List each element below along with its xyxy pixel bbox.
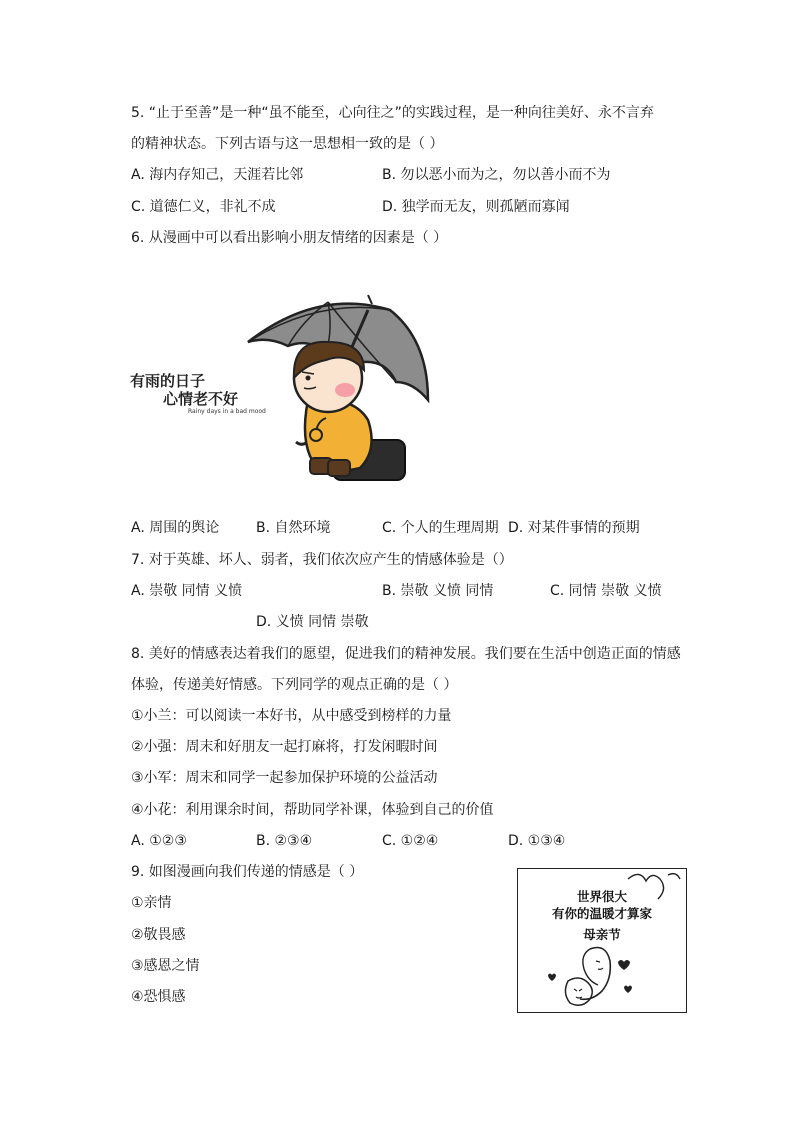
q6-option-a: A. 周围的舆论 bbox=[131, 520, 220, 536]
card-line2: 有你的温暖才算家 bbox=[551, 906, 652, 921]
card-line3: 母亲节 bbox=[583, 927, 621, 942]
mothers-day-cartoon bbox=[517, 868, 687, 1013]
q8-statement-1: ①小兰：可以阅读一本好书，从中感受到榜样的力量 bbox=[131, 708, 452, 724]
q5-option-b: B. 勿以恶小而为之，勿以善小而不为 bbox=[382, 167, 611, 183]
q8-option-d: D. ①③④ bbox=[508, 833, 566, 849]
cartoon-caption-english: Rainy days in a bad mood bbox=[188, 408, 266, 415]
q7-option-b: B. 崇敬 义愤 同情 bbox=[382, 583, 494, 599]
card-line1: 世界很大 bbox=[576, 889, 627, 904]
cartoon-caption-line2: 心情老不好 bbox=[163, 390, 239, 408]
q8-statement-2: ②小强：周末和好朋友一起打麻将，打发闲暇时间 bbox=[131, 739, 438, 755]
q7-stem: 7. 对于英雄、坏人、弱者，我们依次应产生的情感体验是（） bbox=[131, 552, 513, 568]
q5-option-a: A. 海内存知己，天涯若比邻 bbox=[131, 167, 304, 183]
q7-option-c: C. 同情 崇敬 义愤 bbox=[550, 583, 662, 599]
q8-stem-line2: 体验，传递美好情感。下列同学的观点正确的是（ ） bbox=[131, 677, 458, 693]
q8-option-b: B. ②③④ bbox=[256, 833, 313, 849]
q9-statement-3: ③感恩之情 bbox=[131, 958, 200, 974]
q6-option-c: C. 个人的生理周期 bbox=[382, 520, 499, 536]
q8-option-a: A. ①②③ bbox=[131, 833, 187, 849]
q5-stem-line2: 的精神状态。下列古语与这一思想相一致的是（ ） bbox=[131, 136, 444, 152]
rainy-day-cartoon bbox=[128, 290, 448, 495]
cartoon-caption-line1: 有雨的日子 bbox=[130, 372, 206, 390]
q6-option-b: B. 自然环境 bbox=[256, 520, 331, 536]
q9-statement-4: ④恐惧感 bbox=[131, 989, 186, 1005]
q6-stem: 6. 从漫画中可以看出影响小朋友情绪的因素是（ ） bbox=[131, 230, 448, 246]
q8-stem-line1: 8. 美好的情感表达着我们的愿望，促进我们的精神发展。我们要在生活中创造正面的情感 bbox=[131, 646, 681, 662]
q5-option-d: D. 独学而无友，则孤陋而寡闻 bbox=[382, 199, 570, 215]
q6-option-d: D. 对某件事情的预期 bbox=[508, 520, 640, 536]
q8-statement-4: ④小花：利用课余时间，帮助同学补课，体验到自己的价值 bbox=[131, 802, 494, 818]
q5-stem-line1: 5. “止于至善”是一种“虽不能至，心向往之”的实践过程，是一种向往美好、永不言弃 bbox=[131, 105, 654, 121]
q9-statement-1: ①亲情 bbox=[131, 895, 172, 911]
q5-option-c: C. 道德仁义，非礼不成 bbox=[131, 199, 276, 215]
q8-option-c: C. ①②④ bbox=[382, 833, 439, 849]
mother-child-sketch bbox=[518, 869, 686, 1012]
q9-statement-2: ②敬畏感 bbox=[131, 927, 186, 943]
q9-stem: 9. 如图漫画向我们传递的情感是（ ） bbox=[131, 864, 364, 880]
q7-option-a: A. 崇敬 同情 义愤 bbox=[131, 583, 243, 599]
q7-option-d: D. 义愤 同情 崇敬 bbox=[256, 614, 369, 630]
q8-statement-3: ③小军：周末和同学一起参加保护环境的公益活动 bbox=[131, 770, 438, 786]
